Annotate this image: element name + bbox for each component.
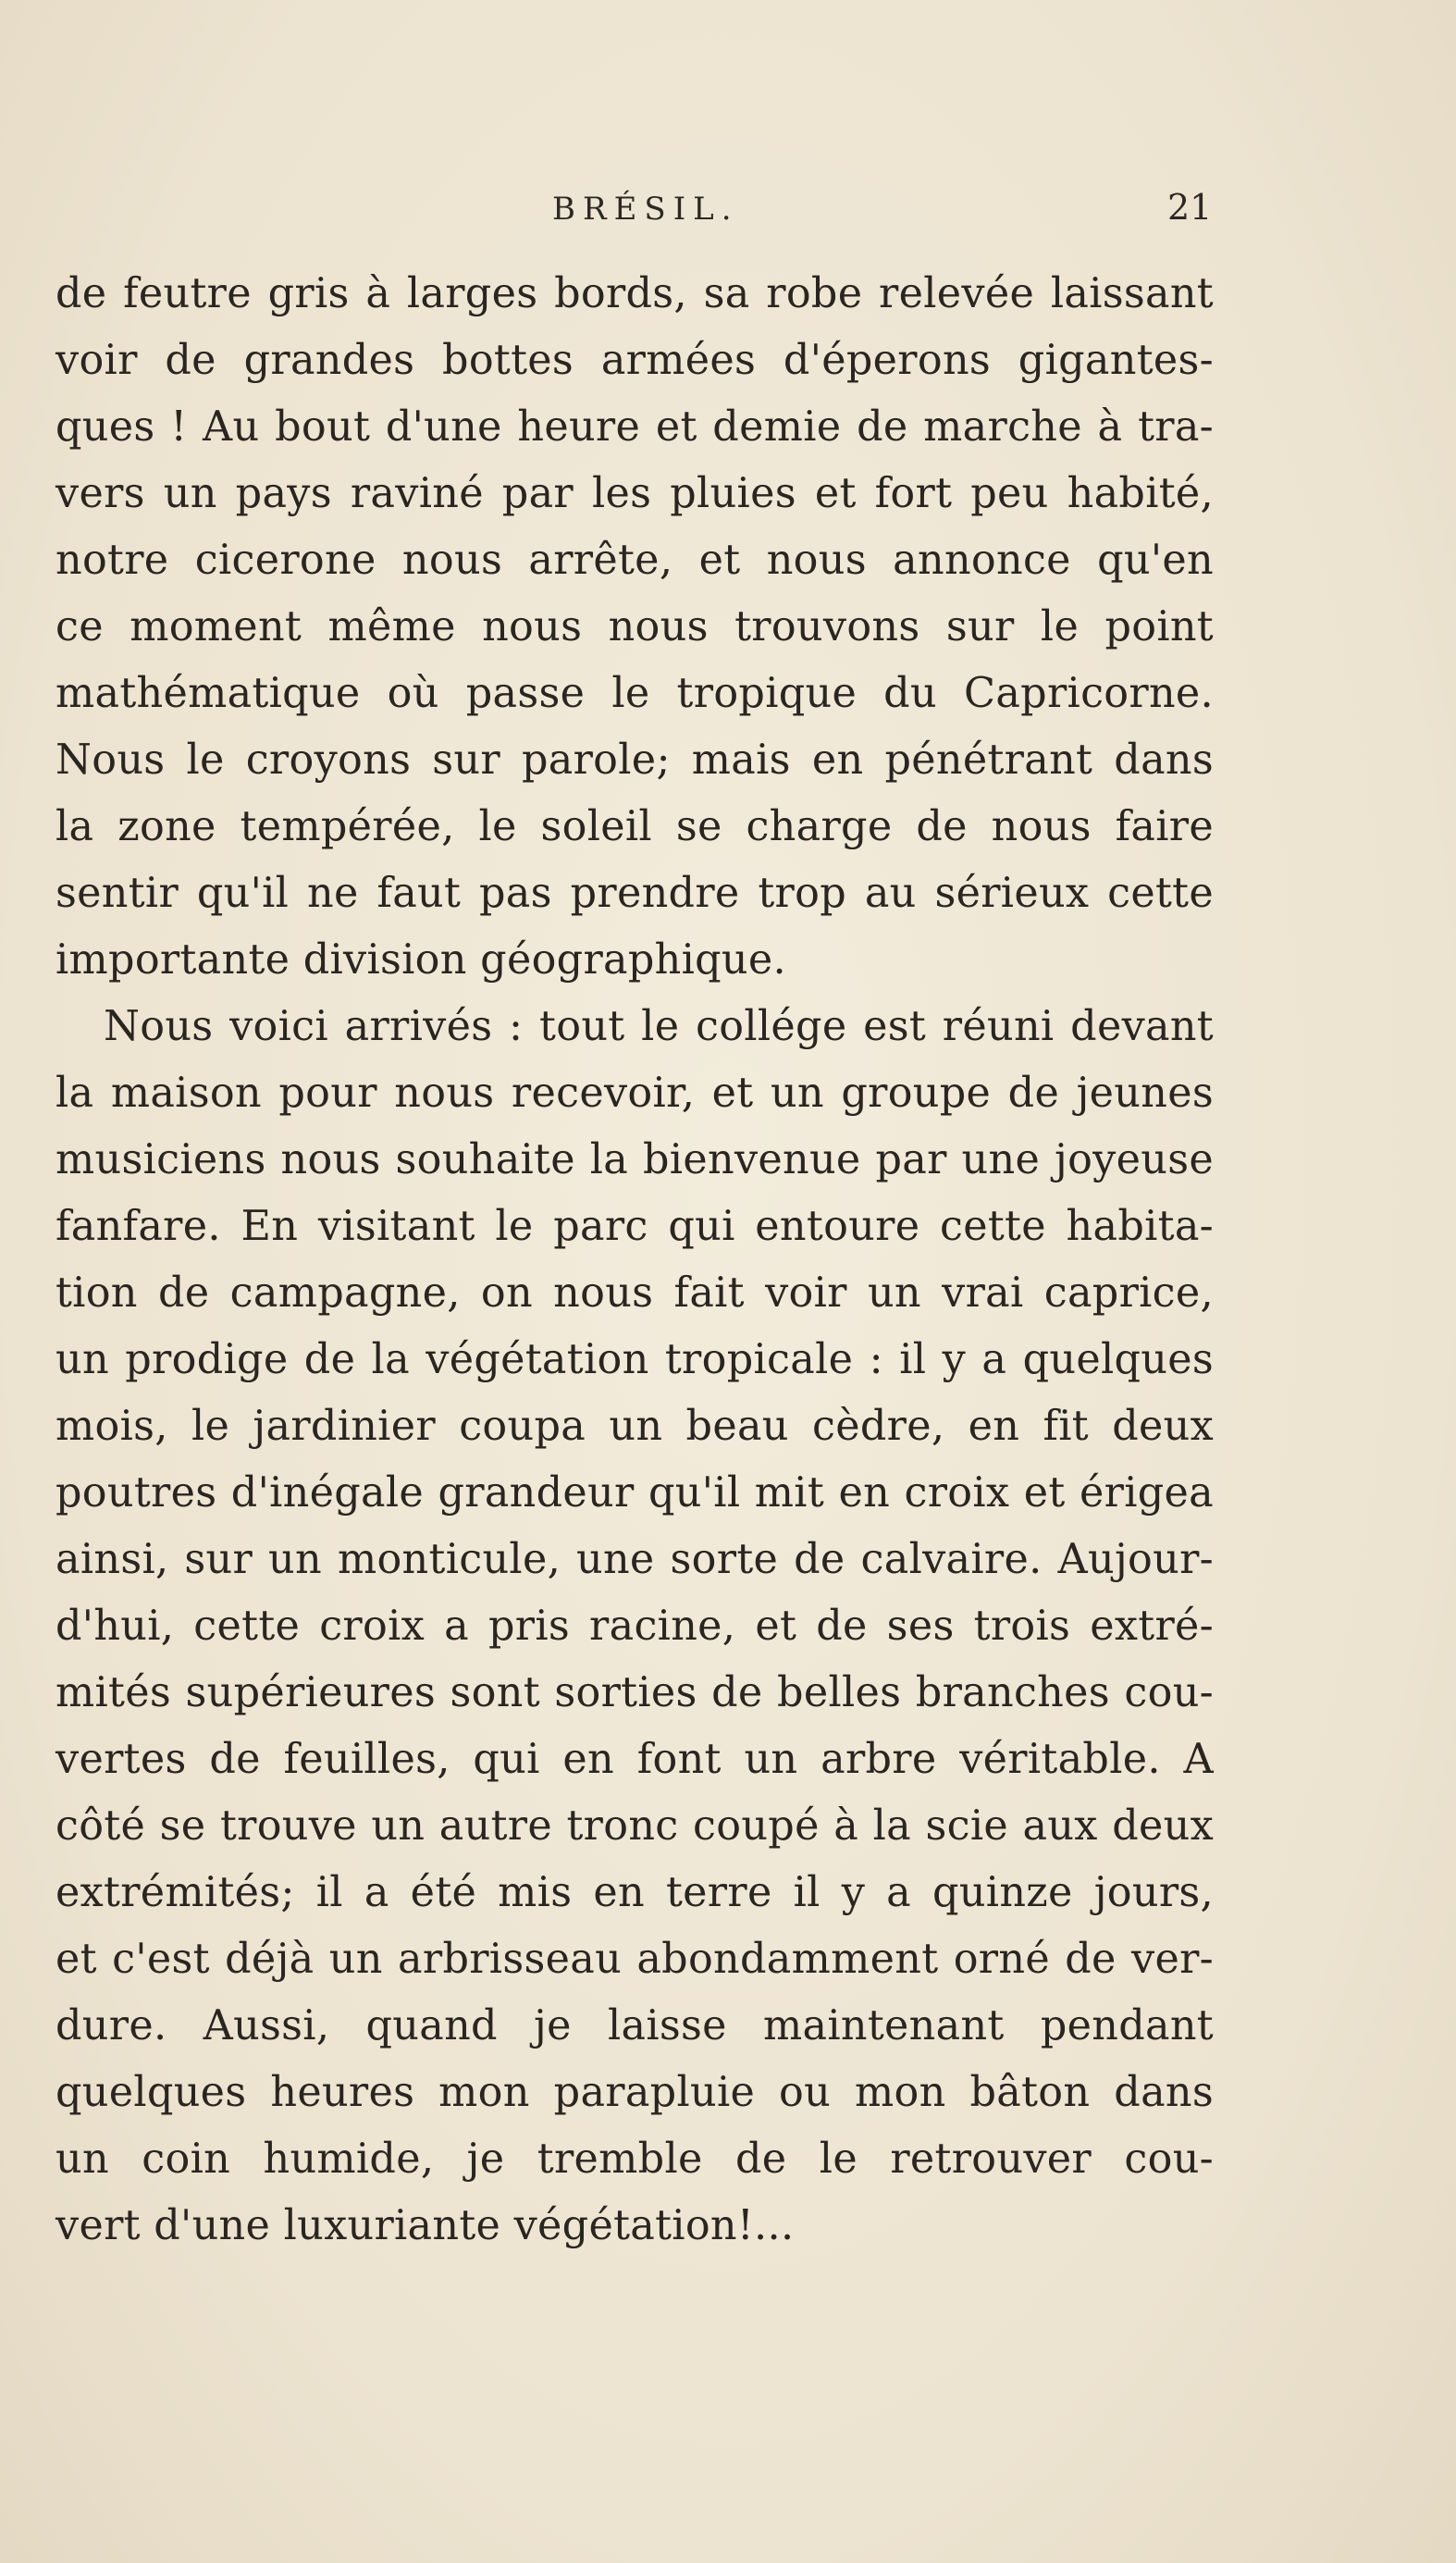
text-line: ce moment même nous nous trouvons sur le point [56,603,1214,650]
text-line: sentir qu'il ne faut pas prendre trop au sérieux cette [56,870,1214,917]
text-line: côté se trouve un autre tronc coupé à la scie aux deux [56,1802,1214,1850]
text-line: vers un pays raviné par les pluies et fort peu habité, [56,470,1214,517]
text-line: et c'est déjà un arbrisseau abondamment orné de ver- [56,1936,1214,1983]
running-title: BRÉSIL. [552,191,739,228]
text-line: musiciens nous souhaite la bienvenue par une joyeuse [56,1136,1214,1183]
paragraph-1 [56,261,1214,994]
text-line: dure. Aussi, quand je laisse maintenant pendant [56,2002,1214,2049]
text-line: extrémités; il a été mis en terre il y a quinze jours, [56,1869,1214,1916]
text-line: vert d'une luxuriante végétation!... [56,2202,795,2249]
text-line: de feutre gris à larges bords, sa robe relevée laissant [56,270,1214,317]
text-line: Nous le croyons sur parole; mais en pénétrant dans [56,737,1214,784]
text-line: notre cicerone nous arrête, et nous annonce qu'en [56,537,1214,584]
text-line: la maison pour nous recevoir, et un groupe de jeunes [56,1070,1214,1117]
text-line: ques ! Au bout d'une heure et demie de marche à tra- [56,403,1214,451]
paragraph-2 [56,994,1214,2260]
text-line: quelques heures mon parapluie ou mon bâton dans [56,2069,1214,2116]
text-line: fanfare. En visitant le parc qui entoure cette habita- [56,1203,1214,1250]
text-line: vertes de feuilles, qui en font un arbre véritable. A [56,1736,1214,1783]
text-line: un prodige de la végétation tropicale : il y a quelques [56,1336,1214,1383]
text-line: mités supérieures sont sorties de belles branches cou- [56,1669,1214,1716]
text-line: mois, le jardinier coupa un beau cèdre, en fit deux [56,1403,1214,1450]
text-line: Nous voici arrivés : tout le collége est réuni devant [104,1003,1214,1050]
text-line: la zone tempérée, le soleil se charge de nous faire [56,803,1214,850]
text-line: mathématique où passe le tropique du Capricorne. [56,670,1214,717]
text-line: tion de campagne, on nous fait voir un vrai caprice, [56,1269,1214,1317]
text-line: poutres d'inégale grandeur qu'il mit en croix et érigea [56,1469,1214,1517]
text-line: ainsi, sur un monticule, une sorte de calvaire. Aujour- [56,1536,1214,1583]
text-line: voir de grandes bottes armées d'éperons gigantes- [56,337,1214,384]
body-text [56,261,1214,2260]
text-line: un coin humide, je tremble de le retrouver cou- [56,2136,1214,2183]
running-head [0,185,1456,241]
text-line: d'hui, cette croix a pris racine, et de ses trois extré- [56,1603,1214,1650]
page-number: 21 [1167,187,1213,228]
text-line: importante division géographique. [56,936,786,984]
